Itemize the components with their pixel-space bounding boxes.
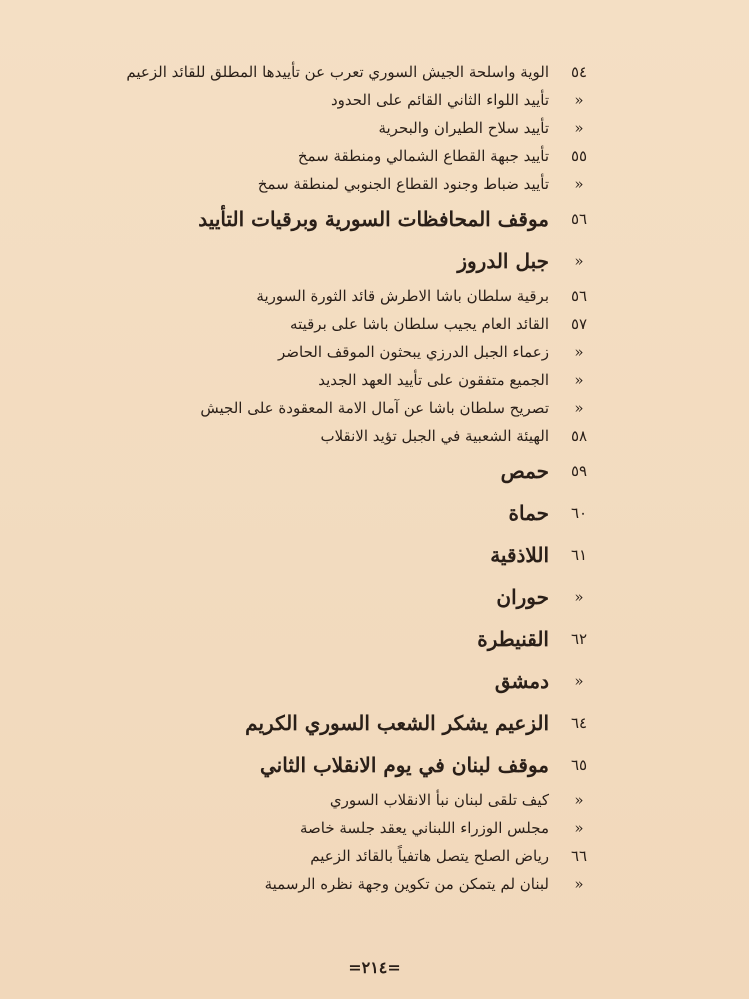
toc-entry-page-number: ٥٦: [570, 287, 588, 305]
toc-entry-page-number: «: [574, 175, 584, 193]
toc-entry: [0, 366, 749, 394]
toc-entry-title: تأييد ضباط وجنود القطاع الجنوبي لمنطقة سمخ: [257, 175, 549, 193]
toc-entry-page-number: «: [574, 875, 584, 893]
toc-entry-title: دمشق: [494, 669, 549, 693]
toc-entry: [0, 492, 749, 534]
toc-entry: [0, 338, 749, 366]
toc-entry-title: كيف تلقى لبنان نبأ الانقلاب السوري: [329, 791, 549, 809]
toc-entry: [0, 534, 749, 576]
toc-entry-title: حمص: [500, 459, 549, 483]
toc-entry-title: جبل الدروز: [457, 249, 549, 273]
toc-entry-page-number: «: [574, 371, 584, 389]
toc-entry-title: رياض الصلح يتصل هاتفياً بالقائد الزعيم: [310, 847, 549, 865]
toc-entry-page-number: «: [574, 819, 584, 837]
toc-entry-title: الجميع متفقون على تأييد العهد الجديد: [318, 371, 549, 389]
toc-entry-title: تأييد اللواء الثاني القائم على الحدود: [330, 91, 549, 109]
table-of-contents: [0, 58, 749, 898]
toc-entry: [0, 618, 749, 660]
toc-entry-page-number: ٥٤: [570, 63, 588, 81]
toc-entry-page-number: «: [574, 791, 584, 809]
toc-entry-page-number: ٥٦: [570, 210, 588, 228]
toc-entry-title: القائد العام يجيب سلطان باشا على برقيته: [290, 315, 549, 333]
toc-entry-title: تأييد سلاح الطيران والبحرية: [378, 119, 549, 137]
toc-entry: [0, 870, 749, 898]
toc-entry: [0, 58, 749, 86]
toc-entry-title: لبنان لم يتمكن من تكوين وجهة نظره الرسمية: [264, 875, 549, 893]
toc-entry-title: موقف لبنان في يوم الانقلاب الثاني: [259, 753, 549, 777]
toc-entry-title: حوران: [496, 585, 549, 609]
toc-entry: [0, 576, 749, 618]
toc-entry-title: الهيئة الشعبية في الجبل تؤيد الانقلاب: [320, 427, 549, 445]
toc-entry-page-number: ٥٨: [570, 427, 588, 445]
toc-entry-page-number: ٥٩: [570, 462, 588, 480]
toc-entry-title: تصريح سلطان باشا عن آمال الامة المعقودة على الجيش: [200, 399, 549, 417]
toc-entry: [0, 744, 749, 786]
toc-entry-title: مجلس الوزراء اللبناني يعقد جلسة خاصة: [299, 819, 549, 837]
toc-entry: [0, 702, 749, 744]
toc-entry: [0, 394, 749, 422]
toc-entry: [0, 660, 749, 702]
toc-entry: [0, 814, 749, 842]
toc-entry: [0, 142, 749, 170]
toc-entry-page-number: ٦٠: [570, 504, 588, 522]
toc-entry-page-number: ٥٥: [570, 147, 588, 165]
toc-entry: [0, 198, 749, 240]
toc-entry: [0, 450, 749, 492]
toc-entry-page-number: «: [574, 91, 584, 109]
toc-entry-page-number: ٦٢: [570, 630, 588, 648]
toc-entry: [0, 422, 749, 450]
toc-entry-page-number: «: [574, 672, 584, 690]
toc-entry-title: برقية سلطان باشا الاطرش قائد الثورة السورية: [256, 287, 549, 305]
toc-entry: [0, 86, 749, 114]
toc-entry-title: زعماء الجبل الدرزي يبحثون الموقف الحاضر: [277, 343, 549, 361]
toc-entry-page-number: ٦٥: [570, 756, 588, 774]
toc-entry-title: الوية واسلحة الجيش السوري تعرب عن تأييدها المطلق للقائد الزعيم: [126, 63, 549, 81]
toc-entry-title: حماة: [508, 501, 549, 525]
toc-entry-title: القنيطرة: [477, 627, 549, 651]
toc-entry: [0, 114, 749, 142]
toc-entry: [0, 240, 749, 282]
toc-entry: [0, 786, 749, 814]
toc-entry-title: الزعيم يشكر الشعب السوري الكريم: [245, 711, 549, 735]
toc-entry-title: اللاذقية: [490, 543, 549, 567]
toc-entry-page-number: «: [574, 252, 584, 270]
toc-entry-page-number: ٦٤: [570, 714, 588, 732]
toc-entry-page-number: «: [574, 343, 584, 361]
toc-entry-page-number: ٦٦: [570, 847, 588, 865]
toc-entry: [0, 310, 749, 338]
toc-entry: [0, 282, 749, 310]
toc-entry-page-number: ٥٧: [570, 315, 588, 333]
toc-entry-title: تأييد جبهة القطاع الشمالي ومنطقة سمخ: [297, 147, 549, 165]
page-number: =٢١٤=: [348, 958, 401, 977]
toc-entry-title: موقف المحافظات السورية وبرقيات التأييد: [198, 207, 549, 231]
toc-entry-page-number: «: [574, 588, 584, 606]
toc-entry: [0, 170, 749, 198]
toc-entry-page-number: «: [574, 119, 584, 137]
toc-entry-page-number: ٦١: [570, 546, 588, 564]
toc-entry: [0, 842, 749, 870]
toc-entry-page-number: «: [574, 399, 584, 417]
